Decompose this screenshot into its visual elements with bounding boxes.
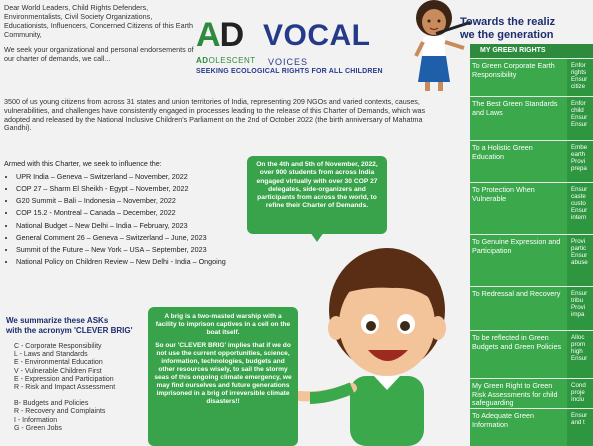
list-item: E - Environmental Education	[14, 359, 103, 367]
table-row	[470, 286, 593, 330]
acronym-heading	[6, 316, 146, 335]
influence-items	[4, 173, 234, 267]
table-cell-detail: Ensur and t	[567, 409, 593, 446]
table-row	[470, 58, 593, 96]
list-item: B- Budgets and Policies	[14, 400, 89, 408]
table-row	[470, 140, 593, 182]
list-item: G - Green Jobs	[14, 424, 62, 432]
speech-bubble: On the 4th and 5th of November, 2022, over 900 students from across India engaged virtually with over 30 COP 27 delegates, side-organizers and participants from across the world, to refine their Charter of Demands.	[247, 156, 387, 234]
girl-illustration-icon	[392, 0, 472, 92]
logo-adolescent	[196, 56, 256, 65]
table-cell-detail: Ensur caste custo Ensur intern	[567, 183, 593, 234]
table-cell-right: To Redressal and Recovery	[472, 289, 561, 298]
logo-ad	[196, 18, 243, 52]
list-item: • General Comment 26 – Geneva – Switzerland – June, 2023	[16, 234, 234, 243]
list-item: E - Expression and Participation	[14, 375, 114, 383]
logo-adolescent-rest: OLESCENT	[208, 56, 256, 65]
acronym-heading-line2: with the acronym 'CLEVER BRIG'	[6, 325, 133, 335]
request-text: We seek your organizational and personal endorsements of our charter of demands, we call...	[4, 44, 194, 63]
list-item: R - Recovery and Complaints	[14, 408, 106, 416]
table-cell-detail: Provi partic Ensur abuse	[567, 235, 593, 286]
table-cell-detail: Cond proje Inclu	[567, 379, 593, 408]
table-cell-right: To be reflected in Green Budgets and Green Policies	[472, 333, 562, 351]
table-row	[470, 408, 593, 446]
towards-line1: Towards the realiz	[460, 16, 556, 28]
intro-paragraph: 3500 of us young citizens from across 31 states and union territories of India, representing 209 NGOs and varied contexts, causes, vulnerabilities, and challenges have consistently engaged in processes leading to the release of this Charter of Demands, which was adopted and released by the National Inclusive Children's Parliament on the 2nd of October 2022 (the birth anniversary of Mahatma Gandhi).	[4, 97, 426, 133]
table-cell-detail: Embe earth Provi prepa	[567, 141, 593, 182]
brig-implication: So our 'CLEVER BRIG' implies that if we do not use the current opportunities, science, information, technologies, budgets and other resources wisely, to sail the stormy seas of this ongoing climate emergency, we may find ourselves and future generations imprisoned in a brig of irreversible climate disasters!!	[154, 342, 292, 405]
brig-explanation-box	[148, 307, 298, 446]
list-item: C - Corporate Responsibility	[14, 343, 102, 350]
logo-vocal: VOCAL	[263, 19, 371, 52]
table-row	[470, 182, 593, 234]
acronym-heading-line1: We summarize these ASKs	[6, 316, 109, 325]
table-cell-detail: Enfor child Ensur Ensur	[567, 97, 593, 140]
list-item: • UPR India – Geneva – Switzerland – November, 2022	[16, 173, 234, 182]
list-item: • National Budget – New Delhi – India – February, 2023	[16, 222, 234, 231]
logo-tagline: SEEKING ECOLOGICAL RIGHTS FOR ALL CHILDREN	[196, 68, 383, 75]
influence-list	[4, 160, 234, 270]
logo-voices: VOICES	[268, 57, 309, 67]
table-cell-detail: Enfor rights Ensur citize	[567, 59, 593, 96]
list-item: • G20 Summit – Bali – Indonesia – November, 2022	[16, 197, 234, 206]
brig-definition: A brig is a two-masted warship with a facility to imprison captives in a cell on the boat itself.	[155, 313, 291, 336]
acronym-list	[14, 343, 154, 433]
boy-illustration-icon	[292, 238, 462, 446]
towards-heading	[460, 16, 555, 42]
list-item: R - Risk and Impact Assessment	[14, 384, 116, 392]
list-item: • Summit of the Future – New York – USA – September, 2023	[16, 246, 234, 255]
table-cell-right: To Adequate Green Information	[472, 411, 534, 429]
list-item: I - Information	[14, 416, 58, 424]
table-row	[470, 330, 593, 378]
list-item: • COP 15.2 - Montreal – Canada – December, 2022	[16, 209, 234, 218]
table-cell-right: To Green Corporate Earth Responsibility	[472, 61, 555, 79]
table-header: MY GREEN RIGHTS	[470, 44, 593, 58]
table-row	[470, 234, 593, 286]
table-cell-detail: Alloc prom high Ensur	[567, 331, 593, 378]
list-spacer	[14, 392, 154, 400]
logo-adolescent-prefix: AD	[196, 56, 209, 65]
table-cell-detail: Ensur tribu Provi impa	[567, 287, 593, 330]
letter-text	[4, 4, 194, 69]
logo-letter-a: A	[196, 16, 220, 54]
influence-heading: Armed with this Charter, we seek to influence the:	[4, 159, 162, 168]
list-item: • National Policy on Children Review – New Delhi - India – Ongoing	[16, 258, 234, 267]
salutation: Dear World Leaders, Child Rights Defenders, Environmentalists, Civil Society Organizations, Educationists, Influencers, Concerned Citizens of this Earth Community,	[4, 3, 193, 39]
table-cell-right: To a Holistic Green Education	[472, 143, 533, 161]
table-cell-right: The Best Green Standards and Laws	[472, 99, 558, 117]
list-item: L - Laws and Standards	[14, 351, 88, 359]
list-item: • COP 27 – Sharm El Sheikh - Egypt – November, 2022	[16, 185, 234, 194]
towards-line2: we the generation	[460, 29, 554, 41]
table-cell-right: To Genuine Expression and Participation	[472, 237, 561, 255]
table-cell-right: To Protection When Vulnerable	[472, 185, 535, 203]
table-cell-right: My Green Right to Green Risk Assessments for child safeguarding	[472, 381, 558, 408]
table-row	[470, 96, 593, 140]
logo-letter-d: D	[219, 16, 244, 54]
list-item: V - Vulnerable Children First	[14, 367, 102, 375]
green-rights-table	[470, 44, 593, 446]
table-row	[470, 378, 593, 408]
